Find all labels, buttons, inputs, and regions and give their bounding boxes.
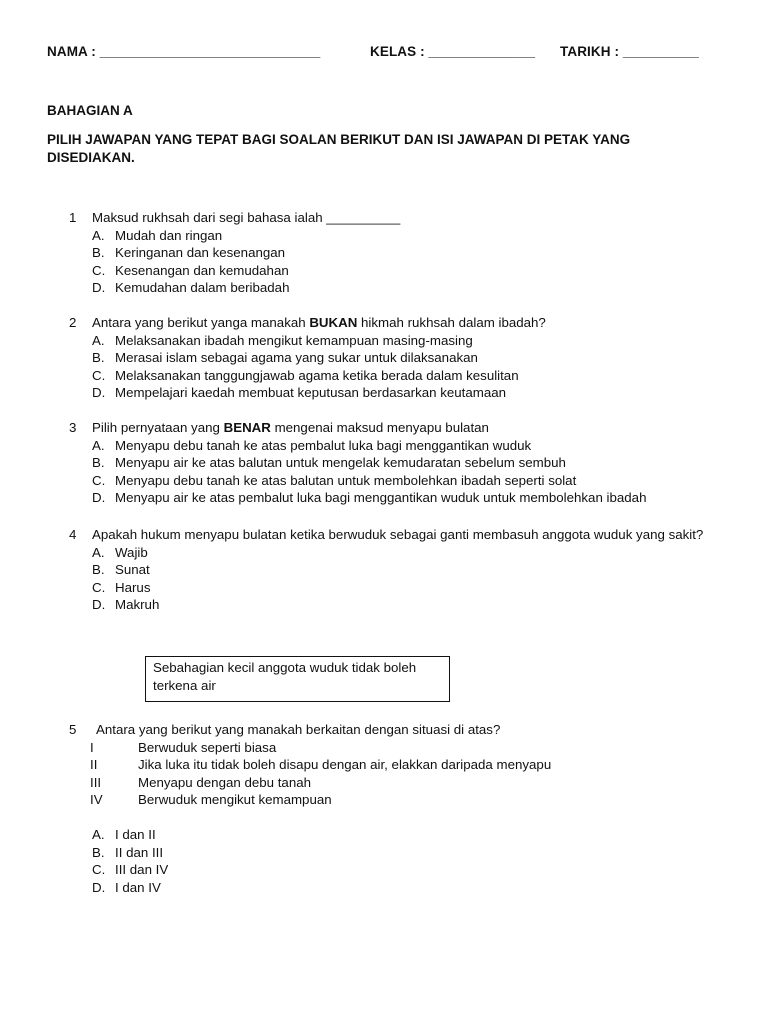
question-stem xyxy=(92,419,719,437)
question-1 xyxy=(69,209,719,297)
stem-text: mengenai maksud menyapu bulatan xyxy=(270,420,489,435)
option-letter: B. xyxy=(92,245,105,261)
option-text: Menyapu air ke atas pembalut luka bagi menggantikan wuduk untuk membolehkan ibadah xyxy=(115,490,647,506)
option-letter: B. xyxy=(92,350,105,366)
option-letter: A. xyxy=(92,544,105,560)
option-c xyxy=(92,861,719,879)
option-c xyxy=(92,367,719,385)
option-text: Melaksanakan ibadah mengikut kemampuan masing-masing xyxy=(115,332,473,348)
option-b xyxy=(92,244,719,262)
option-text: I dan IV xyxy=(115,879,161,895)
option-letter: B. xyxy=(92,455,105,471)
question-number: 4 xyxy=(69,527,77,542)
option-a xyxy=(92,826,719,844)
question-stem xyxy=(92,314,719,332)
option-text: Melaksanakan tanggungjawab agama ketika berada dalam kesulitan xyxy=(115,367,519,383)
option-text: Menyapu debu tanah ke atas pembalut luka bagi menggantikan wuduk xyxy=(115,437,532,453)
option-d xyxy=(92,279,719,297)
option-a xyxy=(92,332,719,350)
option-letter: D. xyxy=(92,385,106,401)
option-text: Kemudahan dalam beribadah xyxy=(115,280,290,296)
question-2 xyxy=(69,314,719,402)
option-a xyxy=(92,544,719,562)
question-stem xyxy=(92,526,719,544)
option-letter: A. xyxy=(92,437,105,453)
question-4 xyxy=(69,526,719,614)
option-text: Mudah dan ringan xyxy=(115,227,223,243)
option-c xyxy=(92,262,719,280)
option-a xyxy=(92,437,719,455)
option-letter: B. xyxy=(92,562,105,578)
option-d xyxy=(92,879,719,897)
option-b xyxy=(92,349,719,367)
option-letter: A. xyxy=(92,826,105,842)
section-title: BAHAGIAN A xyxy=(47,103,133,118)
stem-text: Antara yang berikut yanga manakah xyxy=(92,315,310,330)
question-number: 2 xyxy=(69,315,77,330)
option-d xyxy=(92,489,719,507)
class-field: KELAS : ______________ xyxy=(370,44,536,59)
option-text: II dan III xyxy=(115,844,164,860)
option-d xyxy=(92,596,719,614)
option-text: I dan II xyxy=(115,826,156,842)
option-letter: D. xyxy=(92,490,106,506)
date-field: TARIKH : __________ xyxy=(560,44,699,59)
option-b xyxy=(92,454,719,472)
statement-numeral: I xyxy=(90,739,94,755)
option-letter: C. xyxy=(92,579,106,595)
option-text: Makruh xyxy=(115,597,160,613)
situation-box: Sebahagian kecil anggota wuduk tidak boleh terkena air xyxy=(145,656,450,702)
stem-text: Apakah hukum menyapu bulatan ketika berwuduk sebagai ganti membasuh anggota wuduk yang sakit? xyxy=(92,527,704,542)
option-text: Mempelajari kaedah membuat keputusan berdasarkan keutamaan xyxy=(115,385,507,401)
statement-numeral: III xyxy=(90,774,102,790)
option-c xyxy=(92,472,719,490)
stem-text: Pilih pernyataan yang xyxy=(92,420,224,435)
option-text: Sunat xyxy=(115,562,150,578)
option-letter: D. xyxy=(92,879,106,895)
spacer xyxy=(69,809,719,826)
option-c xyxy=(92,579,719,597)
statement-numeral: II xyxy=(90,757,98,773)
stem-text: hikmah rukhsah dalam ibadah? xyxy=(357,315,546,330)
option-d xyxy=(92,384,719,402)
option-letter: C. xyxy=(92,862,106,878)
statement-text: Berwuduk seperti biasa xyxy=(138,739,277,755)
option-letter: C. xyxy=(92,367,106,383)
option-text: Menyapu debu tanah ke atas balutan untuk membolehkan ibadah seperti solat xyxy=(115,472,577,488)
statement-text: Jika luka itu tidak boleh disapu dengan air, elakkan daripada menyapu xyxy=(138,757,552,773)
statement-i xyxy=(90,739,719,757)
statement-numeral: IV xyxy=(90,792,103,808)
option-letter: C. xyxy=(92,262,106,278)
question-number: 3 xyxy=(69,420,77,435)
option-text: Kesenangan dan kemudahan xyxy=(115,262,289,278)
option-b xyxy=(92,844,719,862)
statement-iii xyxy=(90,774,719,792)
stem-emphasis: BUKAN xyxy=(309,315,358,330)
option-letter: D. xyxy=(92,597,106,613)
option-b xyxy=(92,561,719,579)
question-5 xyxy=(69,721,719,896)
question-stem: Antara yang berikut yang manakah berkaitan dengan situasi di atas? xyxy=(96,722,501,737)
question-number: 1 xyxy=(69,210,77,225)
question-number: 5 xyxy=(69,722,77,737)
statement-text: Berwuduk mengikut kemampuan xyxy=(138,792,332,808)
option-text: Wajib xyxy=(115,544,148,560)
name-field: NAMA : _____________________________ xyxy=(47,44,321,59)
stem-emphasis: BENAR xyxy=(223,420,271,435)
option-text: Keringanan dan kesenangan xyxy=(115,245,286,261)
option-letter: A. xyxy=(92,332,105,348)
option-text: Harus xyxy=(115,579,151,595)
stem-text: Maksud rukhsah dari segi bahasa ialah __________ xyxy=(92,210,401,225)
option-letter: B. xyxy=(92,844,105,860)
instruction-text: PILIH JAWAPAN YANG TEPAT BAGI SOALAN BERIKUT DAN ISI JAWAPAN DI PETAK YANG DISEDIAKAN. xyxy=(47,132,631,165)
option-letter: A. xyxy=(92,227,105,243)
option-text: Menyapu air ke atas balutan untuk mengelak kemudaratan sebelum sembuh xyxy=(115,455,566,471)
statement-iv xyxy=(90,791,719,809)
option-text: Merasai islam sebagai agama yang sukar untuk dilaksanakan xyxy=(115,350,478,366)
question-stem xyxy=(92,209,719,227)
option-text: III dan IV xyxy=(115,862,169,878)
statement-ii xyxy=(90,756,719,774)
statement-text: Menyapu dengan debu tanah xyxy=(138,774,312,790)
option-letter: D. xyxy=(92,280,106,296)
question-3 xyxy=(69,419,719,507)
option-a xyxy=(92,227,719,245)
option-letter: C. xyxy=(92,472,106,488)
